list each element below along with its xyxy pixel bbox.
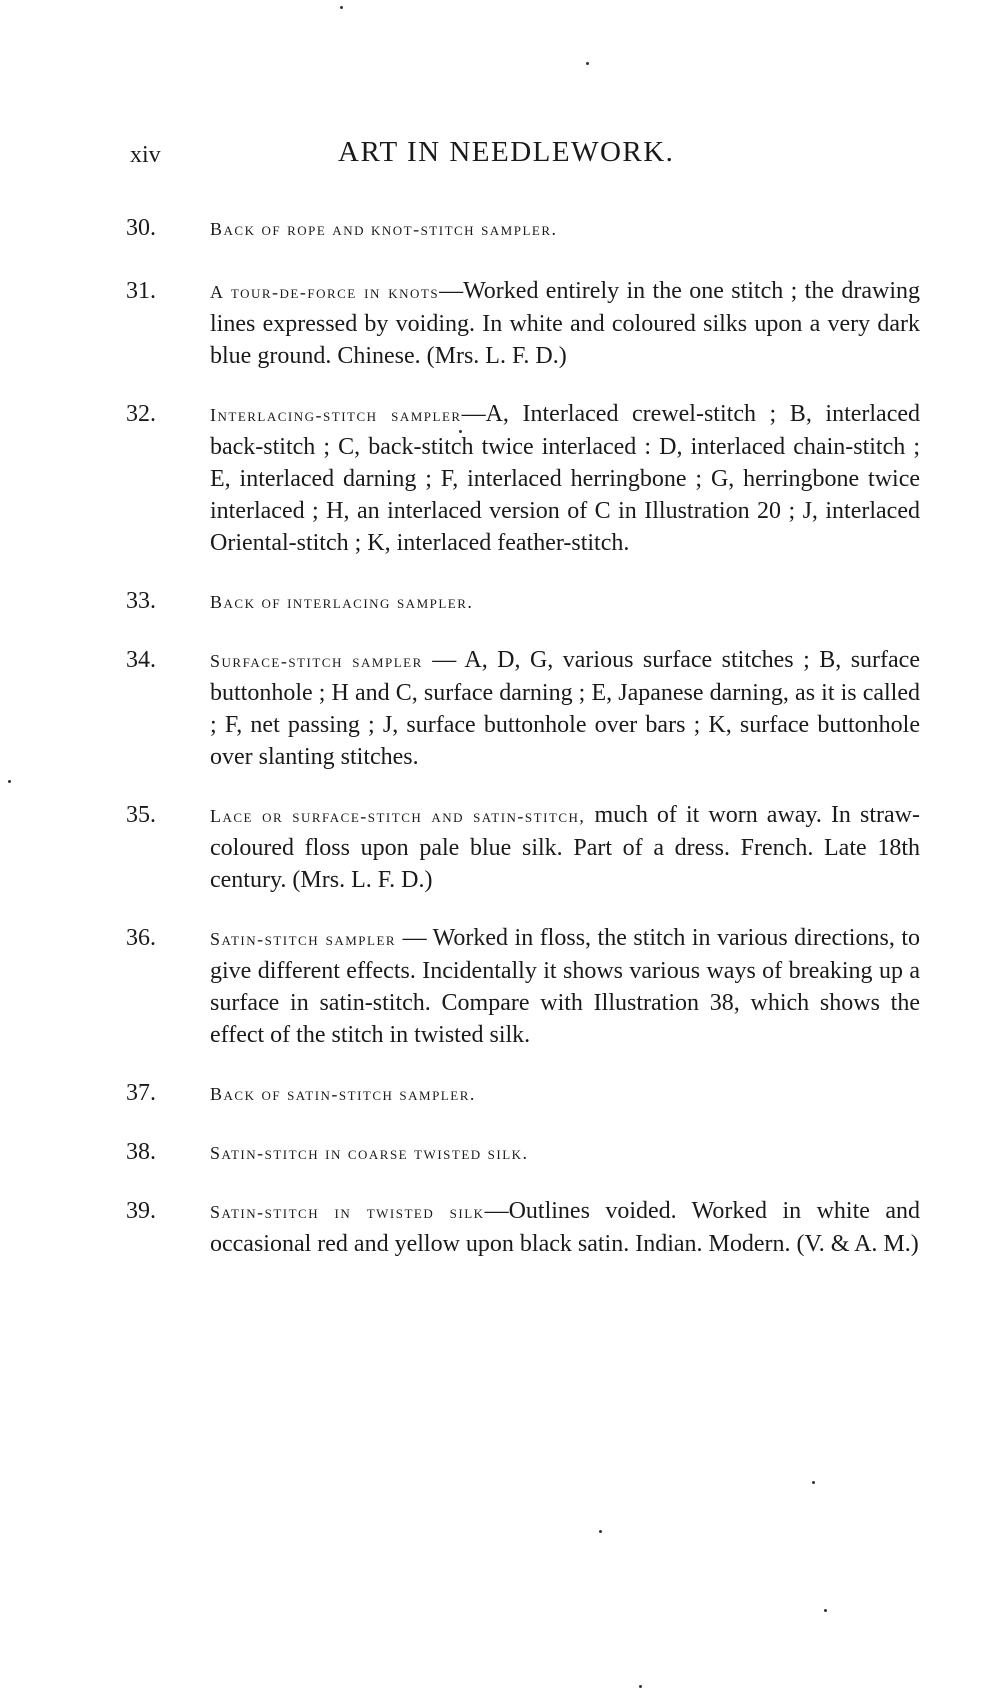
- paper-speck: [340, 6, 343, 9]
- entry-text: —Worked entirely in the one stitch ; the drawing lines expressed by voiding. In white and coloured silks upon a very dark blue ground. Chinese. (Mrs. L. F. D.): [210, 278, 920, 369]
- entry-number: 34.: [126, 647, 156, 673]
- entry-number: 35.: [126, 802, 156, 828]
- entry-caption: Back of rope and knot-stitch sampler.: [210, 219, 558, 239]
- entry-number: 37.: [126, 1080, 156, 1106]
- paper-speck: [824, 1609, 827, 1612]
- list-item: [126, 275, 920, 372]
- entry-number: 36.: [126, 925, 156, 951]
- entry-caption: Satin-stitch in twisted silk: [210, 1202, 485, 1222]
- entry-caption: Interlacing-stitch sampler: [210, 405, 462, 425]
- entry-caption: Back of interlacing sampler.: [210, 592, 474, 612]
- entry-caption: Satin-stitch in coarse twisted silk.: [210, 1143, 529, 1163]
- list-item: [126, 212, 920, 245]
- entry-text: —Outlines voided. Worked in white and occasional red and yellow upon black satin. Indian. Modern. (V. & A. M.): [210, 1198, 920, 1257]
- entry-number: 38.: [126, 1139, 156, 1165]
- list-item: [126, 1136, 920, 1169]
- entry-number: 33.: [126, 588, 156, 614]
- entry-caption: A tour-de-force in knots: [210, 282, 440, 302]
- entry-number: 30.: [126, 215, 156, 241]
- paper-speck: [812, 1481, 815, 1484]
- list-item: [126, 922, 920, 1051]
- entry-text: — A, D, G, various surface stitches ; B, surface buttonhole ; H and C, surface darning ; E, Japanese darning, as it is called ; F, net passing ; J, surface buttonhole over bars ; K, surface buttonhole over slanting stitches.: [210, 647, 920, 770]
- page-number: xiv: [130, 142, 161, 168]
- list-item: [126, 398, 920, 559]
- entry-caption: Surface-stitch sampler: [210, 651, 423, 671]
- running-head: [130, 136, 920, 176]
- entry-text: much of it worn away. In straw-coloured floss upon pale blue silk. Part of a dress. French. Late 18th century. (Mrs. L. F. D.): [210, 802, 920, 893]
- paper-speck: [8, 780, 11, 783]
- entry-number: 32.: [126, 401, 156, 427]
- paper-speck: [639, 1685, 642, 1688]
- entry-caption: Back of satin-stitch sampler.: [210, 1084, 476, 1104]
- entry-caption: Satin-stitch sampler: [210, 929, 397, 949]
- entry-number: 31.: [126, 278, 156, 304]
- entry-number: 39.: [126, 1198, 156, 1224]
- entry-text: — Worked in floss, the stitch in various directions, to give different effects. Incidentally it shows various ways of breaking up a surface in satin-stitch. Compare with Illustration 38, which shows the effect of the stitch in twisted silk.: [210, 925, 920, 1048]
- list-item: [126, 1195, 920, 1260]
- entry-caption: Lace or surface-stitch and satin-stitch,: [210, 806, 586, 826]
- paper-speck: [586, 62, 589, 65]
- paper-speck: [599, 1530, 602, 1533]
- list-item: [126, 585, 920, 618]
- book-title: ART IN NEEDLEWORK.: [338, 136, 675, 168]
- illustration-list: [126, 212, 920, 1260]
- paper-speck: [459, 430, 462, 433]
- entry-text: —A, Interlaced crewel-stitch ; B, interlaced back-stitch ; C, back-stitch twice interlaced : D, interlaced chain-stitch ; E, interlaced darning ; F, interlaced herringbone ; G, herringbone twice interlaced ; H, an interlaced version of C in Illustration 20 ; J, interlaced Oriental-stitch ; K, interlaced feather-stitch.: [210, 401, 921, 556]
- list-item: [126, 644, 920, 773]
- list-item: [126, 799, 920, 896]
- list-item: [126, 1077, 920, 1110]
